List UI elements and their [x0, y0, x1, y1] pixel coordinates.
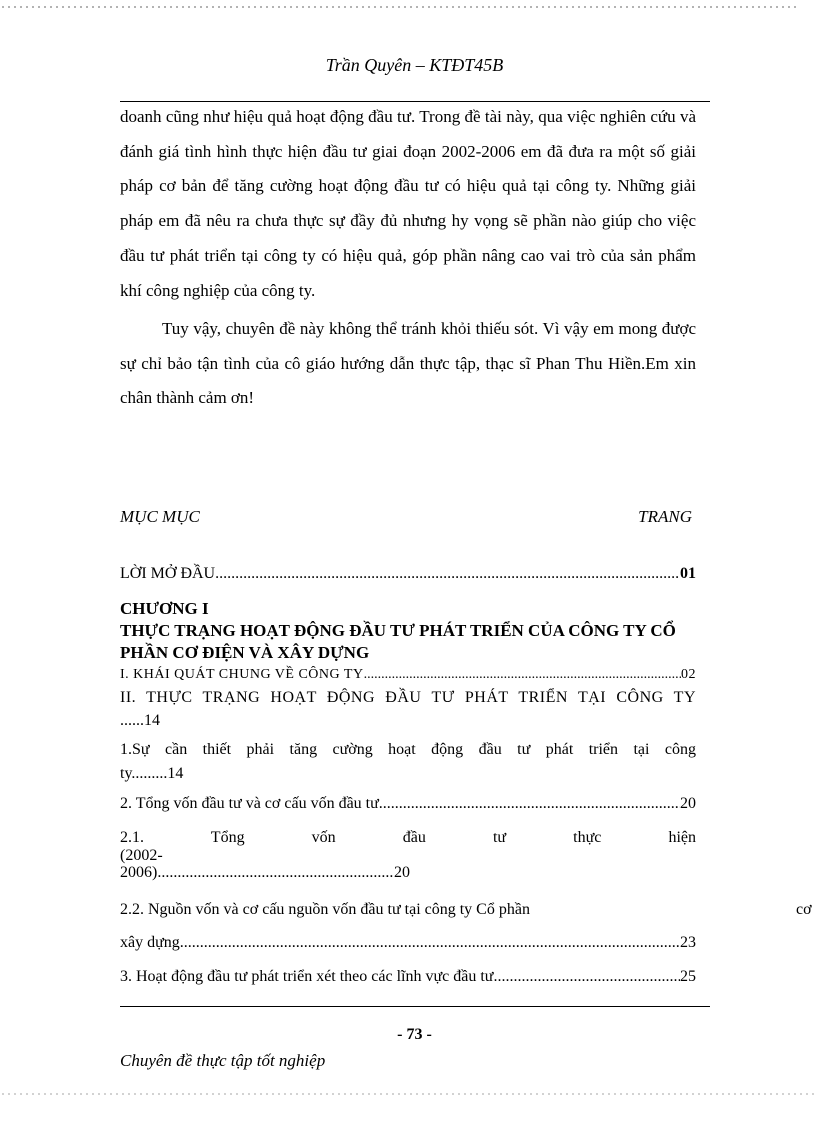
toc-entry-4 — [120, 795, 696, 813]
toc-entry-3-line2: ty.........14 — [120, 765, 184, 782]
toc-entry-page: 02 — [681, 667, 696, 682]
page-header: Trần Quyên – KTĐT45B — [325, 55, 504, 75]
top-dotted-border — [0, 6, 800, 8]
toc-heading-page: TRANG — [638, 507, 692, 526]
chapter-title: THỰC TRẠNG HOẠT ĐỘNG ĐẦU TƯ PHÁT TRIỂN CỦA CÔNG TY CỔ PHẦN CƠ ĐIỆN VÀ XÂY DỰNG — [120, 621, 676, 662]
toc-entry-6-line1: 2.2. Nguồn vốn và cơ cấu nguồn vốn đầu tư tại công ty Cổ phần — [120, 901, 530, 918]
toc-heading-title: MỤC MỤC — [120, 507, 200, 526]
toc-leader-dots — [180, 934, 680, 952]
toc-leader-dots — [379, 795, 680, 813]
footer-caption: Chuyên đề thực tập tốt nghiệp — [120, 1051, 326, 1070]
toc-entry-label: 2. Tổng vốn đầu tư và cơ cấu vốn đầu tư — [120, 795, 379, 812]
toc-entry-7 — [120, 968, 696, 986]
toc-leader-dots — [157, 864, 394, 882]
body-paragraph-2: Tuy vậy, chuyên đề này không thể tránh khỏi thiếu sót. Vì vậy em mong được sự chỉ bảo tận tình của cô giáo hướng dẫn thực tập, thạc sĩ Phan Thu Hiền.Em xin chân thành cảm ơn! — [120, 319, 696, 408]
toc-entry-page: 20 — [394, 864, 410, 881]
toc-entry-label: xây dựng — [120, 934, 180, 951]
toc-entry-6-overflow: cơ — [796, 901, 812, 918]
toc-entry-label: LỜI MỞ ĐẦU — [120, 565, 216, 582]
toc-entry-label: 3. Hoạt động đầu tư phát triển xét theo các lĩnh vực đầu tư — [120, 968, 494, 985]
toc-entry-2-line1: II. THỰC TRẠNG HOẠT ĐỘNG ĐẦU TƯ PHÁT TRIỂN TẠI CÔNG TY — [120, 689, 696, 706]
toc-entry-intro — [120, 565, 696, 583]
page-number: - 73 - — [397, 1026, 432, 1043]
chapter-label: CHƯƠNG I — [120, 599, 209, 618]
toc-heading — [120, 507, 692, 527]
toc-entry-5-line1: 2.1. Tổng vốn đầu tư thực hiện (2002- — [120, 829, 696, 864]
toc-entry-3-line1: 1.Sự cần thiết phải tăng cường hoạt động đầu tư phát triển tại công — [120, 741, 696, 758]
toc-leader-dots — [493, 968, 680, 986]
toc-entry-2-line2: ......14 — [120, 712, 160, 729]
toc-entry-1 — [120, 667, 696, 683]
toc-leader-dots — [364, 667, 681, 683]
toc-chapter — [120, 598, 696, 664]
toc-entry-page: 20 — [680, 795, 696, 812]
toc-entry-5-line2 — [120, 864, 410, 882]
toc-entry-page: 25 — [680, 968, 696, 985]
toc-entry-page: 01 — [680, 565, 696, 582]
toc-leader-dots — [215, 565, 680, 583]
bottom-dotted-border — [0, 1093, 816, 1095]
toc-entry-page: 23 — [680, 934, 696, 951]
footer-rule — [120, 1006, 710, 1007]
body-paragraph-1: doanh cũng như hiệu quả hoạt động đầu tư. Trong đề tài này, qua việc nghiên cứu và đánh giá tình hình thực hiện đầu tư giai đoạn 2002-2006 em đã đưa ra một số giải pháp cơ bản để tăng cường hoạt động đầu tư có hiệu quả tại công ty. Những giải pháp em đã nêu ra chưa thực sự đầy đủ nhưng hy vọng sẽ phần nào giúp cho việc đầu tư phát triển tại công ty có hiệu quả, góp phần nâng cao vai trò của sản phẩm khí công nghiệp của công ty. — [120, 107, 696, 300]
toc-entry-label: I. KHÁI QUÁT CHUNG VỀ CÔNG TY — [120, 667, 364, 682]
toc-entry-label: 2006) — [120, 864, 158, 881]
toc-entry-6-line2 — [120, 934, 696, 952]
